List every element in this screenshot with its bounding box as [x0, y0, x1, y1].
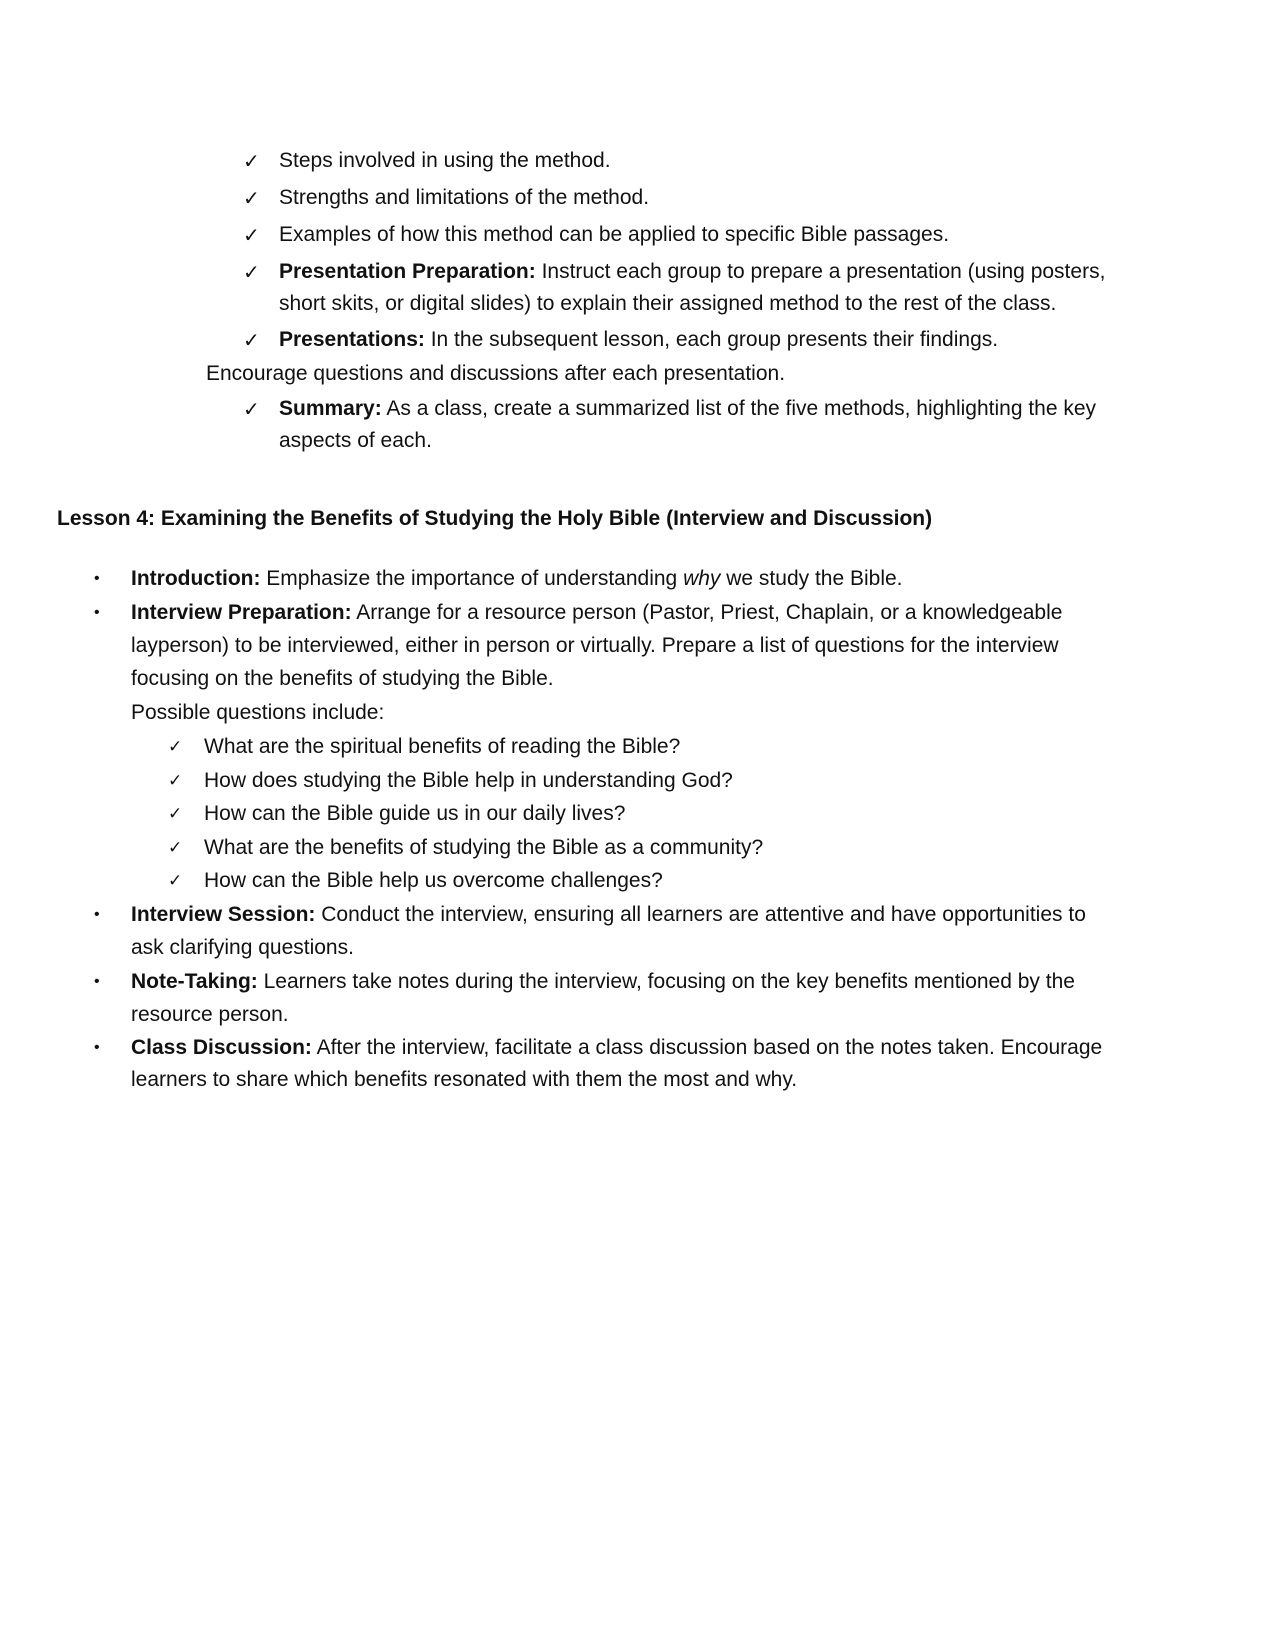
list-item-continuation: learners to share which benefits resonated with them the most and why. [131, 1068, 798, 1091]
question-item: How does studying the Bible help in understanding God? [204, 769, 733, 792]
bullet-icon: • [94, 906, 100, 923]
bullet-icon: • [94, 604, 100, 621]
question-item: What are the benefits of studying the Bible as a community? [204, 836, 764, 859]
list-item: Examples of how this method can be applied to specific Bible passages. [279, 223, 950, 246]
list-item-continuation: ask clarifying questions. [131, 936, 354, 959]
list-item: Presentation Preparation: Instruct each group to prepare a presentation (using posters, [279, 260, 1106, 283]
checkmark-icon: ✓ [168, 804, 183, 824]
bullet-icon: • [94, 570, 100, 587]
checkmark-icon: ✓ [243, 149, 260, 173]
list-item: Introduction: Emphasize the importance of understanding why we study the Bible. [131, 567, 903, 590]
list-item-continuation: resource person. [131, 1003, 289, 1026]
checkmark-icon: ✓ [168, 737, 183, 757]
list-item-continuation: Possible questions include: [131, 701, 385, 724]
checkmark-icon: ✓ [168, 838, 183, 858]
checkmark-icon: ✓ [243, 186, 260, 210]
list-item-continuation: focusing on the benefits of studying the Bible. [131, 667, 554, 690]
list-item-continuation: aspects of each. [279, 429, 432, 452]
list-item-continuation: short skits, or digital slides) to explain their assigned method to the rest of the class. [279, 292, 1057, 315]
bullet-icon: • [94, 1039, 100, 1056]
bullet-icon: • [94, 973, 100, 990]
question-item: How can the Bible help us overcome challenges? [204, 869, 663, 892]
checkmark-icon: ✓ [243, 223, 260, 247]
interlude-text: Encourage questions and discussions after each presentation. [206, 362, 786, 385]
list-item: Class Discussion: After the interview, facilitate a class discussion based on the notes taken. Encourage [131, 1036, 1103, 1059]
checkmark-icon: ✓ [168, 771, 183, 791]
list-item-continuation: layperson) to be interviewed, either in person or virtually. Prepare a list of questions for the interview [131, 634, 1059, 657]
list-item: Strengths and limitations of the method. [279, 186, 650, 209]
checkmark-icon: ✓ [168, 871, 183, 891]
list-item: Interview Session: Conduct the interview, ensuring all learners are attentive and have opportunities to [131, 903, 1086, 926]
list-item: Presentations: In the subsequent lesson, each group presents their findings. [279, 328, 999, 351]
checkmark-icon: ✓ [243, 397, 260, 421]
checkmark-icon: ✓ [243, 328, 260, 352]
list-item: Interview Preparation: Arrange for a resource person (Pastor, Priest, Chaplain, or a knowledgeable [131, 601, 1063, 624]
question-item: How can the Bible guide us in our daily lives? [204, 802, 626, 825]
list-item: Note-Taking: Learners take notes during the interview, focusing on the key benefits mentioned by the [131, 970, 1075, 993]
checkmark-icon: ✓ [243, 260, 260, 284]
lesson-heading: Lesson 4: Examining the Benefits of Studying the Holy Bible (Interview and Discussion) [57, 507, 933, 530]
question-item: What are the spiritual benefits of reading the Bible? [204, 735, 681, 758]
list-item: Steps involved in using the method. [279, 149, 611, 172]
list-item: Summary: As a class, create a summarized list of the five methods, highlighting the key [279, 397, 1097, 420]
